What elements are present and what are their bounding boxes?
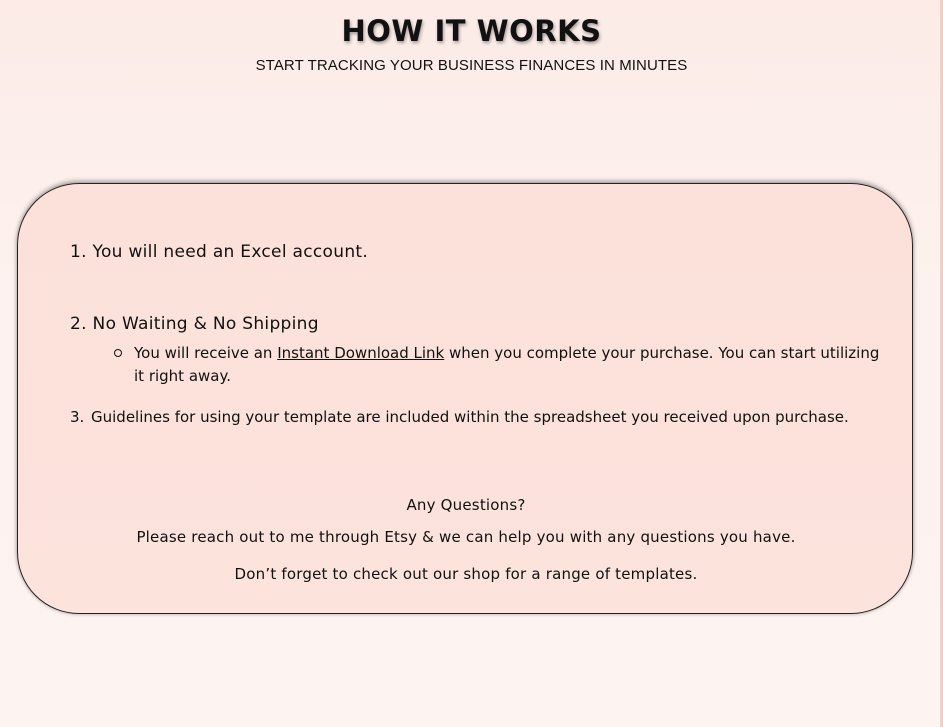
contact-text: Please reach out to me through Etsy & we can help you with any questions you have. <box>136 528 796 546</box>
step-3 <box>70 406 850 429</box>
step-2-bullet-text <box>134 342 894 388</box>
instant-download-link[interactable]: Instant Download Link <box>277 344 445 362</box>
step-2 <box>70 314 319 334</box>
questions-heading: Any Questions? <box>406 496 526 514</box>
step-2-bullet <box>114 342 894 388</box>
step-2-text: No Waiting & No Shipping <box>92 314 319 334</box>
hollow-bullet-icon <box>114 349 122 357</box>
step-3-text: Guidelines for using your template are included within the spreadsheet you received upon purchase. <box>91 408 849 426</box>
step-1-number: 1. <box>70 242 87 262</box>
step-1 <box>70 242 368 262</box>
step-3-number: 3. <box>70 408 85 426</box>
bullet-text-after: when you complete your purchase. You can start utilizing it right away. <box>134 344 880 385</box>
instructions-card <box>17 183 913 614</box>
step-1-text: You will need an Excel account. <box>92 242 369 262</box>
page-subtitle: START TRACKING YOUR BUSINESS FINANCES IN MINUTES <box>255 57 688 74</box>
shop-text: Don’t forget to check out our shop for a range of templates. <box>234 565 698 583</box>
bullet-text-before: You will receive an <box>134 344 278 362</box>
page-title: HOW IT WORKS <box>341 14 602 48</box>
step-2-number: 2. <box>70 314 87 334</box>
